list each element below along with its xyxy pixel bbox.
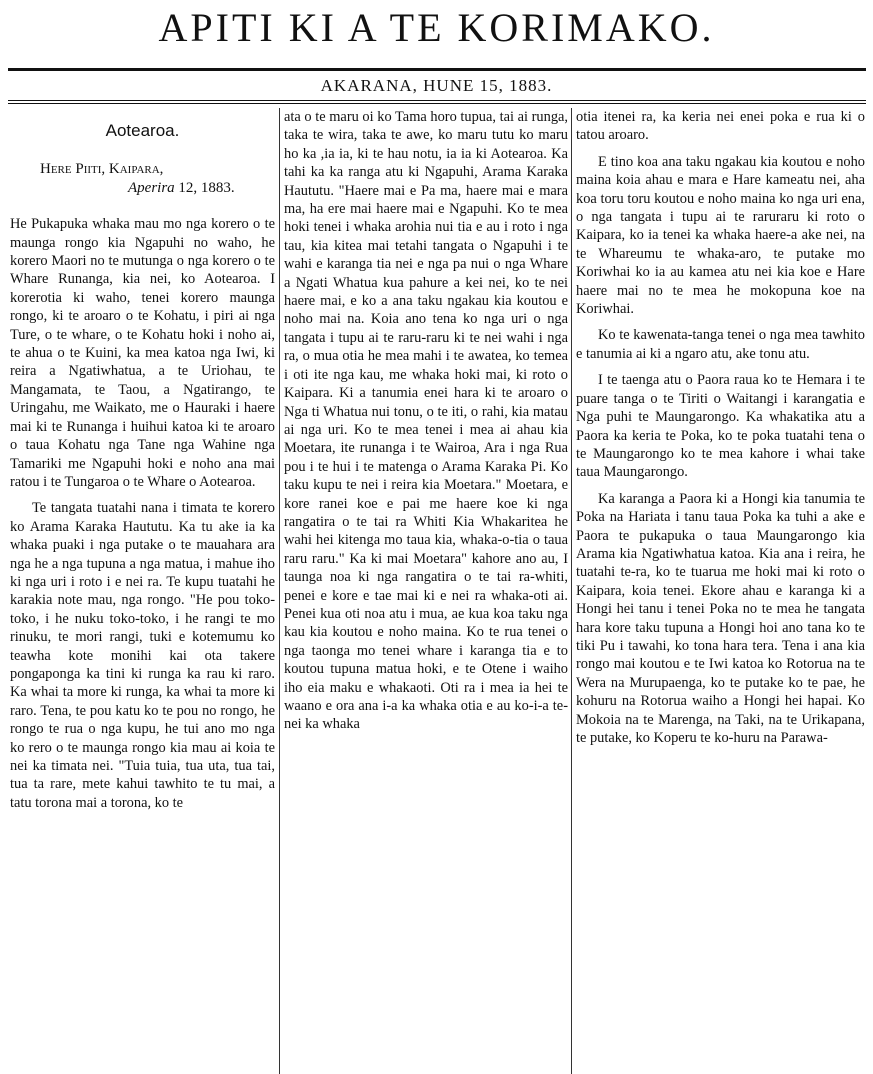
paragraph: He Pukapuka whaka mau mo nga korero o te maunga rongo kia Ngapuhi no waho, he korero Maori no te mutunga o nga korero o te Whare Runanga, kia nei, ko Aotearoa. I korerotia ki waho, tenei korero maunga rongo, ki te aroaro o te Kohatu, i piri ai nga Ture, o te whare, o te Kohatu hoki i noho ai, te ahua o te Kuini, ka mea katoa nga Iwi, ki reira a Ngatiwhatua, a te Uriohau, te Mangamata, te Taou, a Ngatirango, te Uringahu, me Waikato, me o Hauraki i haere mai ki te Runanga i huihui katoa ki te aroaro o taua Kohatu nga Tane nga Wahine nga Tamariki me Ngapuhi hoki e noho ana mai ratou i te Tungaroa o te Whare o Aotearoa. <box>10 216 275 490</box>
article-byline-place: Here Piiti, Kaipara, <box>40 161 164 178</box>
paragraph: E tino koa ana taku ngakau kia koutou e noho maina koia ahau e mara e Hare kameatu nei, aha koa toru toru koutou e noho maina ko nga uri ena, o nga tangata i tupu ai te raruraru ki roto o Kaipara, ko ia tenei ka whaka haere-a ake nei, na te Whareumu te whaka-aro, te putake mo Koriwhai ko ia au kamea atu nei kia koe e Hare haere mai no te mea he mokopuna koe na Koriwhai. <box>576 153 865 318</box>
paragraph: Te tangata tuatahi nana i timata te korero ko Arama Karaka Haututu. Ka tu ake ia ka whaka puaki i nga putake o te mauahara ara nga he a nga tupuna a nga matua, i mahue iho ki nga uri i roto i e nei ra. Te kupu tuatahi he karakia note mau, nga rongo. "He pou toko-toko, i he nuku toko-toko, i he rangi te mo rinuku, te mori rangi, tuki e kotemumu ko teawha kote monihi kai ota takere pongaponga ka tini ki runga ka rau ki raro. Ka whai ta more ki runga, ka whai ta more ki raro. Tena, te pou katu ko te pou no rongo, he rongo te rua o nga kupu, he tui ano mo nga ko rero o te maunga rongo kia mau ai koia te nei ka timata nei. "Tuia tuia, tua uta, tua tai, tua ta rare, mete kahui tawhito te tu mai, a tatu torona mai a torona, ko te <box>10 500 275 811</box>
paragraph: Ko te kawenata-tanga tenei o nga mea tawhito e tanumia ai ki a ngaro atu, ake tonu atu. <box>576 327 865 362</box>
paragraph: Ka karanga a Paora ki a Hongi kia tanumia te Poka na Hariata i tanu taua Poka ka tuhi a ake e Paora te pukapuka o taua Maungarongo kia Arama kia Ngatiwhatua katoa. Kia ana i reira, he tuatahi te-ra, ko te tuarua me hoki mai ki roto o Kaipara, koia tenei. Ekore ahau e karanga ki a Hongi hei tanu i tenei Poka no te mea he tangata hara kore taku tupuna a Hongi hoi ano tana ko te tiki Pu i tawahi, ko tona hara tera. Tena i ana kia rongo mai koutou e te Iwi katoa ko Rotorua na te Wera na Murupaenga, ko te putake ko te pae, he kohuru na Rotorua waiho a Hongi hei hapai. Ko Mokoia na te Marenga, na Taki, na te Urikapana, te putake, ko Koperu te ko-huru na Parawa- <box>576 490 865 746</box>
dateline-rule-bottom <box>8 103 866 104</box>
dateline-rule-top <box>8 100 866 101</box>
byline-month: Aperira <box>128 179 175 196</box>
article-byline-date <box>10 179 275 197</box>
column-1 <box>10 108 275 1074</box>
byline-day-year: 12, 1883. <box>174 179 235 196</box>
paragraph: ata o te maru oi ko Tama horo tupua, tai ai runga, taka te wira, taka te awe, ko maru tutu ko maru ho ka ,ia ia, ki te hau notu, ia ia ki Aotearoa. Ka tahi ka ka ranga atu ki Ngapuhi, Arama Karaka Haututu. "Haere mai e Pa ma, haere mai e mara ma, ha ere mai haere mai e Ngapuhi. Ko te mea hoki tenei i whaka arohia nui tia e au i roto i nga tau, kia kitea mai tetahi tangata o Ngapuhi i te wahi e karanga tia nei e nga pa nui o nga Whare a Ngati Whatua kua pahure a kei nei, ko te nei haere mai, e ko a ana taku ngakau kia koutou e noho mai na. Koia ano tena ko nga uri o nga tangata i tupu ai te raru-raru ki te nei wahi i nga ra, o mua otia he mea mahi i te awatea, ko temea i oti ite nga kau, me whaka hoki mai, ki roto o Kaipara. Ki a tanumia enei hara ki te aroaro o Nga ti Whatua nui tonu, o te iti, o rahi, kia matau ai nga uri. Ko te mea tenei i mea ai ahau kia Moetara, ite runanga i te Wairoa, Ara i nga Rua pou i te hui i te matenga o Arama Karaka Pi. Ko taku kupu te nei i reira kia Moetara." Moetara, e kore ranei koe e pai me haere koe ki nga rangatira o te tai ra Whiti Kia Whakaritea he wahi hei kitenga mo taua kia, whaka-o-tia o taua raru raru." Ka ki mai Moetara" kahore ano au, I taunga noa ki nga rangatira o te tai ra-whiti, penei e kore e tae mai ki e nei ra whaka-oti ai. Penei kua oti noa atu i mua, ae kua koa taku nga kau kia koutou e noho maina. Ko te rua tenei o nga taonga mo tenei whare i karanga tia e to koutou tupuna matua hoki, e te Otene i waiho iho eia maku e whakaoti. Oti ra i mea ia hei te waano e ora ana i-a ka whaka otia e au ko-i-a te-nei ka whaka <box>284 109 568 733</box>
paragraph: otia itenei ra, ka keria nei enei poka e rua ki o tatou aroaro. <box>576 109 865 144</box>
column-divider <box>279 108 280 1074</box>
dateline: AKARANA, HUNE 15, 1883. <box>320 76 553 95</box>
article-heading: Aotearoa. <box>105 121 180 140</box>
column-divider <box>571 108 572 1074</box>
column-3 <box>576 108 865 1074</box>
masthead-title: APITI KI A TE KORIMAKO. <box>158 5 715 50</box>
paragraph: I te taenga atu o Paora raua ko te Hemara i te puare tanga o te Tiriti o Waitangi i karangatia e Nga puhi te Maungarongo. Ka whakatika atu a Paora ka keria te Poka, ko te poka tuatahi tena o te Maungarongo ko te mea kahore i whai take taua Maungarongo. <box>576 372 865 481</box>
masthead-rule <box>8 68 866 71</box>
column-2 <box>284 108 568 1074</box>
